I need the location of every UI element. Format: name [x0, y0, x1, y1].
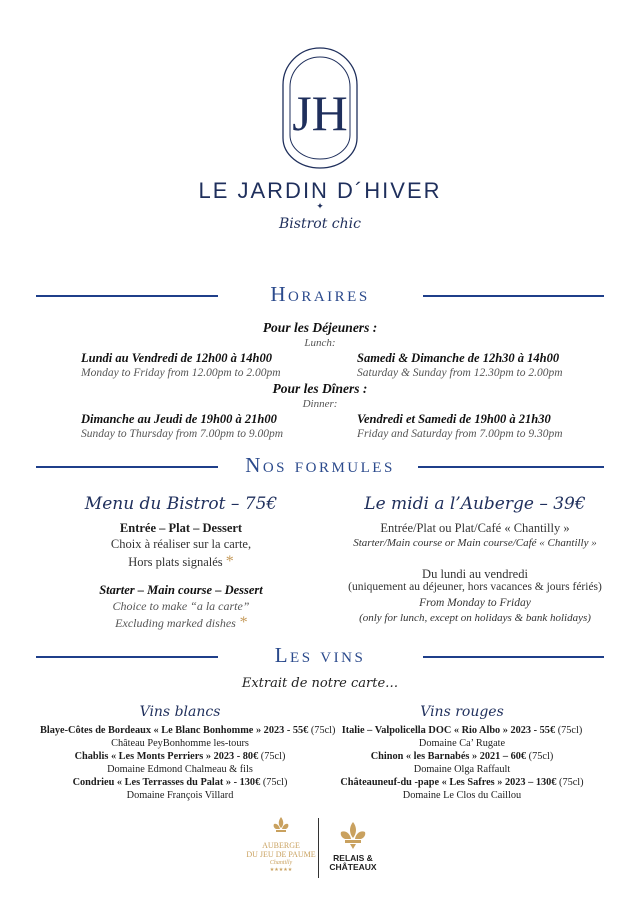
midi-menu-title: Le midi a l’Auberge – 39€ [364, 494, 586, 514]
brand-star: ✦ [316, 202, 324, 212]
bistrot-menu-title: Menu du Bistrot – 75€ [84, 494, 278, 514]
lunch-weekend-en: Saturday & Sunday from 12.30pm to 2.00pm [357, 367, 563, 379]
bistrot-en-1: Starter – Main course – Dessert [99, 583, 263, 597]
midi-line-1: Entrée/Plat ou Plat/Café « Chantilly » [380, 521, 570, 535]
auberge-line-3: Chantilly [269, 860, 293, 866]
wine-size: (75cl) [310, 725, 336, 736]
wine-size: (75cl) [262, 777, 288, 788]
vins-blancs-title: Vins blancs [139, 704, 221, 720]
wine-name: Chablis « Les Monts Perriers » 2023 - 80€ [74, 751, 259, 762]
auberge-line-2: DU JEU DE PAUME [246, 850, 316, 859]
section-vins-header [36, 645, 604, 669]
midi-line-3: Du lundi au vendredi [422, 567, 528, 581]
relais-chateaux-logo [326, 820, 380, 880]
rc-line-2: CHÂTEAUX [329, 862, 377, 872]
wine-size: (75cl) [260, 751, 286, 762]
asterisk-icon: * [225, 553, 234, 570]
section-formules-header [36, 455, 604, 479]
dinner-weekend-fr: Vendredi et Samedi de 19h00 à 21h30 [357, 412, 551, 426]
dinner-heading: Pour les Dîners : [272, 381, 368, 396]
midi-line-2: Starter/Main course or Main course/Café « Chantilly » [353, 537, 597, 549]
wine-item [40, 724, 336, 737]
bistrot-en-3: Excluding marked dishes [115, 616, 236, 630]
bistrot-line-3: Hors plats signalés [128, 555, 223, 569]
bistrot-en-3-wrap [56, 614, 306, 632]
monogram-logo [277, 42, 363, 170]
midi-line-4: (uniquement au déjeuner, hors vacances & jours fériés) [348, 581, 602, 593]
wine-domain: Domaine Le Clos du Caillou [402, 790, 522, 801]
wine-item [322, 724, 602, 737]
wine-size: (75cl) [528, 751, 554, 762]
section-title: Les vins [274, 643, 366, 667]
wine-domain: Domaine Ca’ Rugate [418, 738, 506, 749]
asterisk-icon: * [238, 614, 247, 631]
lunch-weekend-fr: Samedi & Dimanche de 12h30 à 14h00 [357, 351, 560, 365]
wine-domain: Domaine François Villard [126, 790, 234, 801]
dinner-weekend-en: Friday and Saturday from 7.00pm to 9.30pm [357, 428, 563, 440]
footer-divider [318, 818, 319, 878]
wine-name: Blaye-Côtes de Bordeaux « Le Blanc Bonhomme » 2023 - 55€ [40, 725, 309, 736]
vins-rouges-list [322, 724, 602, 802]
lunch-sub: Lunch: [304, 337, 336, 349]
section-title: Horaires [270, 282, 370, 306]
midi-line-6: (only for lunch, except on holidays & bank holidays) [359, 612, 591, 624]
wine-name: Condrieu « Les Terrasses du Palat » - 130€ [72, 777, 261, 788]
wine-domain: Château PeyBonhomme les-tours [111, 738, 249, 749]
brand-tagline: Bistrot chic [279, 216, 361, 232]
wine-subtitle: Extrait de notre carte… [241, 676, 399, 691]
bistrot-line-3-wrap [56, 553, 306, 571]
rc-line-1: RELAIS & [333, 853, 373, 863]
fleur-de-lis-icon [336, 820, 370, 850]
wine-item [322, 750, 602, 763]
vins-blancs-list [40, 724, 336, 802]
lunch-heading: Pour les Déjeuners : [262, 320, 378, 335]
lunch-weekday-en: Monday to Friday from 12.00pm to 2.00pm [81, 367, 281, 379]
wine-item [40, 750, 320, 763]
wine-size: (75cl) [559, 777, 584, 788]
dinner-weekday-fr: Dimanche au Jeudi de 19h00 à 21h00 [81, 412, 277, 426]
wine-name: Châteauneuf-du -pape « Les Safres » 2023 – 130€ [340, 777, 557, 788]
dinner-weekday-en: Sunday to Thursday from 7.00pm to 9.00pm [81, 428, 284, 440]
wine-item [322, 776, 602, 789]
auberge-logo [246, 815, 316, 880]
auberge-line-1: AUBERGE [262, 841, 300, 850]
fleur-de-lis-icon [270, 815, 292, 837]
bistrot-line-1: Entrée – Plat – Dessert [119, 521, 243, 535]
wine-size: (75cl) [557, 725, 583, 736]
section-title: Nos formules [245, 453, 395, 477]
dinner-sub: Dinner: [302, 398, 338, 410]
wine-domain: Domaine Edmond Chalmeau & fils [107, 764, 253, 775]
midi-line-5: From Monday to Friday [419, 597, 531, 609]
monogram-text: JH [292, 85, 348, 141]
bistrot-en-2: Choice to make “a la carte” [112, 599, 250, 613]
wine-domain: Domaine Olga Raffault [413, 764, 511, 775]
bistrot-line-2: Choix à réaliser sur la carte, [110, 537, 252, 551]
lunch-weekday-fr: Lundi au Vendredi de 12h00 à 14h00 [81, 351, 273, 365]
wine-name: Italie – Valpolicella DOC « Rio Albo » 2023 - 55€ [341, 725, 556, 736]
vins-rouges-title: Vins rouges [420, 704, 504, 720]
wine-name: Chinon « les Barnabés » 2021 – 60€ [370, 751, 527, 762]
brand-name: LE JARDIN D´HIVER [198, 178, 442, 203]
auberge-stars: ★★★★★ [269, 867, 293, 873]
section-horaires-header [36, 284, 604, 308]
wine-item [40, 776, 320, 789]
